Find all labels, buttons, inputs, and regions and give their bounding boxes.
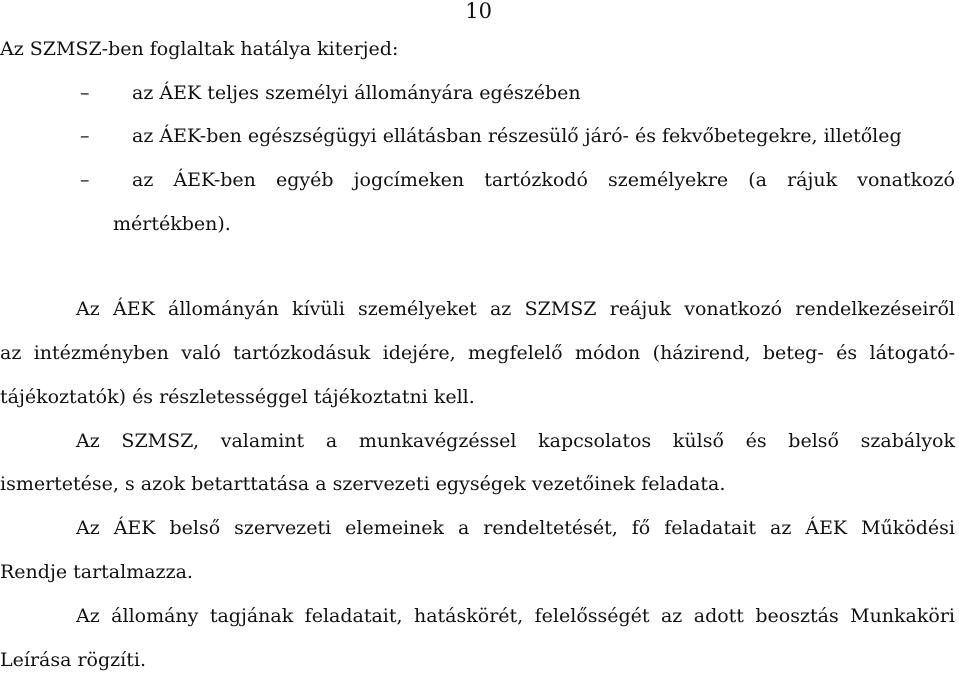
paragraph-line: Az ÁEK állományán kívüli személyeket az SZMSZ reájuk vonatkozó rendelkezéseiről [76, 298, 955, 320]
scope-bullet-text: az ÁEK-ben egészségügyi ellátásban részesülő járó- és fekvőbetegekre, illetőleg [132, 125, 902, 147]
paragraph-line: Leírása rögzíti. [0, 649, 146, 671]
paragraph-line: ismertetése, s azok betarttatása a szervezeti egységek vezetőinek feladata. [0, 473, 726, 495]
paragraph-line: tájékoztatók) és részletességgel tájékoztatni kell. [0, 386, 475, 408]
paragraph-line: Az ÁEK belső szervezeti elemeinek a rendeltetését, fő feladatait az ÁEK Működési [76, 517, 955, 539]
dash-bullet-icon: – [80, 125, 90, 147]
scope-bullet-item [0, 168, 955, 192]
scope-bullet-text: az ÁEK teljes személyi állományára egészében [132, 82, 581, 104]
paragraph-line: Rendje tartalmazza. [0, 561, 193, 583]
page-number: 10 [465, 0, 492, 23]
scope-bullet-item [0, 81, 955, 105]
scope-bullet-continuation: mértékben). [113, 213, 231, 235]
dash-bullet-icon: – [80, 82, 90, 104]
paragraph-line: Az állomány tagjának feladatait, hatáskörét, felelősségét az adott beosztás Munkaköri [76, 605, 955, 627]
scope-bullet-item [0, 124, 955, 148]
scope-intro: Az SZMSZ-ben foglaltak hatálya kiterjed: [0, 38, 399, 60]
paragraph-line: Az SZMSZ, valamint a munkavégzéssel kapcsolatos külső és belső szabályok [76, 430, 955, 452]
dash-bullet-icon: – [80, 169, 90, 191]
paragraph-line: az intézményben való tartózkodásuk idejére, megfelelő módon (házirend, beteg- és látogató- [0, 342, 955, 364]
scope-bullet-text: az ÁEK-ben egyéb jogcímeken tartózkodó személyekre (a rájuk vonatkozó [132, 169, 955, 191]
